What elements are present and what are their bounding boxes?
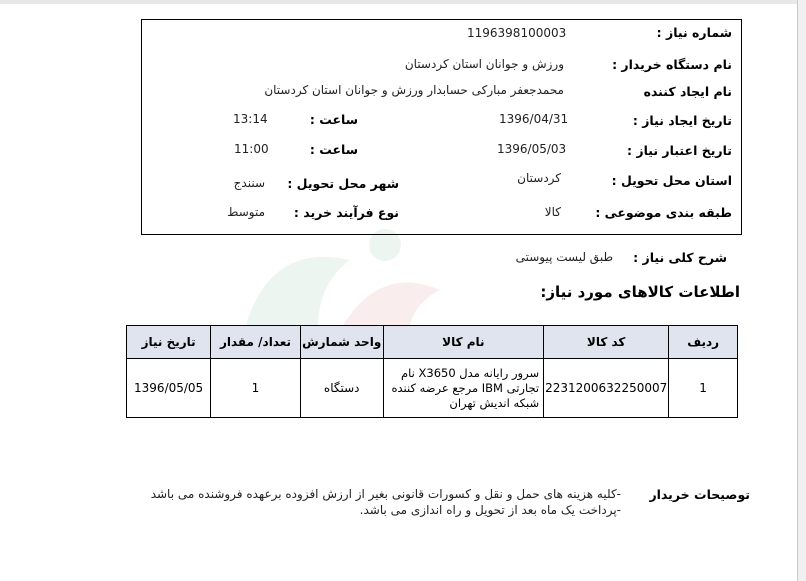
need-number-label: شماره نیاز : <box>656 25 732 40</box>
col-header-qty: تعداد/ مقدار <box>211 326 301 359</box>
category-label: طبقه بندی موضوعی : <box>595 205 732 220</box>
cell-date: 1396/05/05 <box>127 359 211 418</box>
delivery-city-label: شهر محل تحویل : <box>287 176 399 191</box>
creator-value: محمدجعفر مبارکی حسابدار ورزش و جوانان استان کردستان <box>264 83 564 97</box>
buyer-notes-line-1: -کلیه هزینه های حمل و نقل و کسورات قانونی بغیر از ارزش افزوده برعهده فروشنده می باشد <box>150 487 621 501</box>
cell-unit: دستگاه <box>300 359 383 418</box>
cell-name: سرور رایانه مدل X3650 نام تجارتی IBM مرجع عرضه کننده شبکه اندیش تهران <box>383 359 543 418</box>
validity-time-value: 11:00 <box>234 142 269 156</box>
created-date-label: تاریخ ایجاد نیاز : <box>632 113 732 128</box>
need-number-value: 1196398100003 <box>467 26 567 40</box>
buyer-notes-label: توصیحات خریدار <box>649 487 750 502</box>
delivery-city-value: سنندج <box>233 176 265 190</box>
window-top-edge <box>0 0 797 4</box>
created-date-value: 1396/04/31 <box>499 112 569 126</box>
goods-table-header <box>127 326 738 359</box>
col-header-code: کد کالا <box>544 326 669 359</box>
table-row <box>127 359 738 418</box>
creator-label: نام ایجاد کننده <box>643 84 732 99</box>
cell-qty: 1 <box>211 359 301 418</box>
created-time-value: 13:14 <box>233 112 268 126</box>
delivery-province-value: کردستان <box>517 171 561 185</box>
category-value: کالا <box>544 205 561 219</box>
buyer-org-value: ورزش و جوانان استان کردستان <box>404 57 564 71</box>
summary-value: طبق لیست پیوستی <box>515 250 613 264</box>
validity-date-label: تاریخ اعتبار نیاز : <box>627 143 732 158</box>
summary-label: شرح کلی نیاز : <box>633 250 727 265</box>
purchase-type-label: نوع فرآیند خرید : <box>293 205 399 220</box>
buyer-org-label: نام دستگاه خریدار : <box>612 57 732 72</box>
vertical-scrollbar[interactable] <box>797 0 806 581</box>
validity-date-value: 1396/05/03 <box>497 142 567 156</box>
delivery-province-label: استان محل تحویل : <box>611 173 732 188</box>
created-time-label: ساعت : <box>309 112 358 127</box>
col-header-row: ردیف <box>669 326 738 359</box>
cell-row: 1 <box>669 359 738 418</box>
col-header-name: نام کالا <box>383 326 543 359</box>
purchase-type-value: متوسط <box>227 205 265 219</box>
col-header-unit: واحد شمارش <box>300 326 383 359</box>
col-header-date: تاریخ نیاز <box>127 326 211 359</box>
validity-time-label: ساعت : <box>309 142 358 157</box>
buyer-notes-line-2: -پرداخت یک ماه بعد از تحویل و راه اندازی می باشد. <box>359 503 621 517</box>
goods-table <box>126 325 738 418</box>
goods-section-title: اطلاعات کالاهای مورد نیاز: <box>540 283 740 301</box>
cell-code: 2231200632250007 <box>544 359 669 418</box>
